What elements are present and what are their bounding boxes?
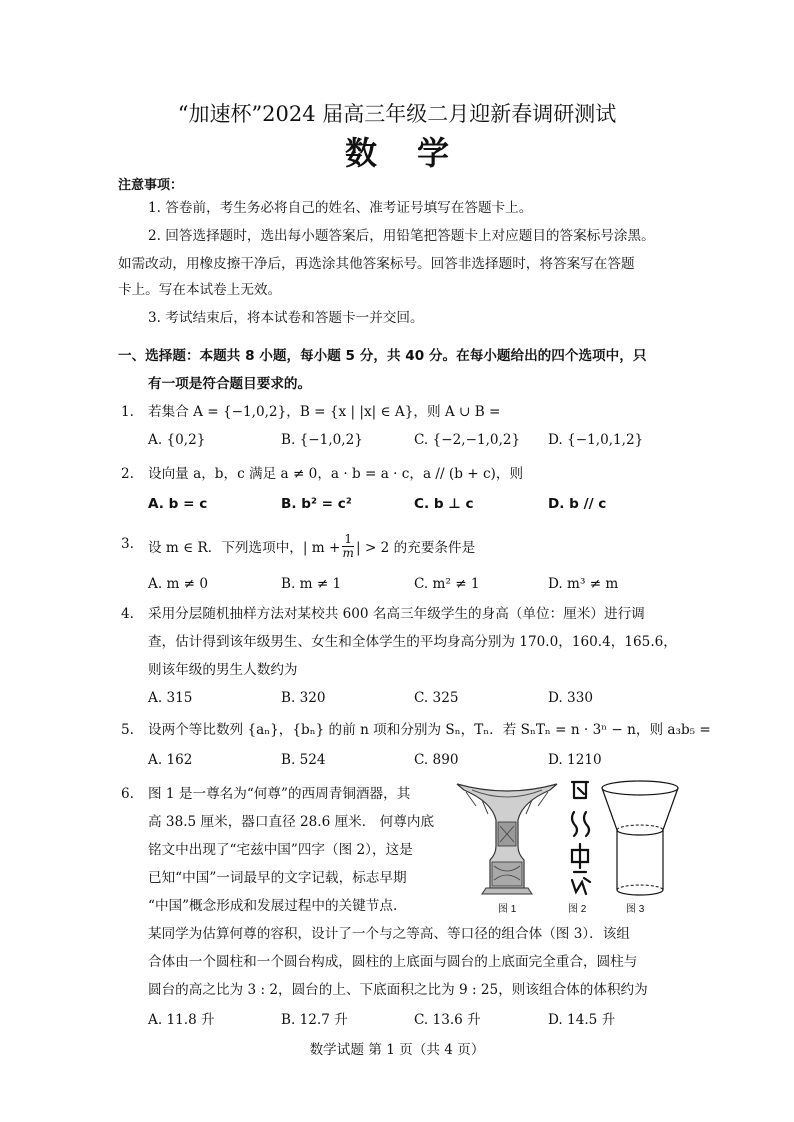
notice-item-3: 3. 考试结束后，将本试卷和答题卡一并交回。 [148, 310, 424, 326]
question-number: 1. [121, 404, 134, 420]
notice-heading: 注意事项： [118, 178, 184, 193]
question-line: 圆台的高之比为 3 : 2，圆台的上、下底面积之比为 9 : 25，则该组合体的体积约为 [148, 982, 648, 998]
option-a: A. 11.8 升 [148, 1012, 215, 1028]
option-c: C. 13.6 升 [414, 1012, 481, 1028]
question-number: 5. [121, 722, 134, 738]
exam-title: “加速杯”2024 届高三年级二月迎新春调研测试 [177, 102, 617, 126]
option-c: C. 890 [414, 752, 459, 768]
question-stem: 设两个等比数列 {aₙ}，{bₙ} 的前 n 项和分别为 Sₙ，Tₙ．若 SₙTₙ = n · 3ⁿ − n，则 a₃b₅ = [148, 722, 711, 738]
question-stem [148, 534, 475, 561]
subject-title: 数学 [344, 134, 489, 172]
bronze-vessel-image [452, 776, 562, 900]
option-d: D. m³ ≠ m [548, 576, 619, 592]
section-heading: 一、选择题：本题共 8 小题，每小题 5 分，共 40 分。在每小题给出的四个选项中，只 [118, 348, 647, 364]
figure-2-inscription [566, 778, 594, 898]
question-line: 已知“中国”一词最早的文字记载，标志早期 [148, 870, 407, 886]
option-b: B. 12.7 升 [281, 1012, 348, 1028]
option-d: D. b // c [548, 496, 607, 512]
option-d: D. {−1,0,1,2} [548, 432, 644, 448]
question-number: 2. [121, 466, 134, 482]
question-line: 高 38.5 厘米，器口直径 28.6 厘米． 何尊内底 [148, 814, 435, 830]
question-line: 采用分层随机抽样方法对某校共 600 名高三年级学生的身高（单位：厘米）进行调 [148, 606, 645, 622]
option-b: B. m ≠ 1 [281, 576, 342, 592]
fraction-denominator: m [342, 546, 354, 560]
option-a: A. 162 [148, 752, 193, 768]
inscription-glyphs-image [566, 778, 594, 898]
question-number: 6. [121, 786, 134, 802]
page-footer: 数学试题 第 1 页（共 4 页） [309, 1042, 485, 1058]
figure-3-label: 图 3 [626, 904, 645, 915]
option-b: B. {−1,0,2} [281, 432, 363, 448]
question-number: 4. [121, 606, 134, 622]
figure-2-label: 图 2 [568, 904, 587, 915]
option-a: A. m ≠ 0 [148, 576, 209, 592]
option-d: D. 1210 [548, 752, 602, 768]
option-a: A. 315 [148, 690, 193, 706]
option-c: C. m² ≠ 1 [414, 576, 480, 592]
option-b: B. 524 [281, 752, 326, 768]
option-b: B. b² = c² [281, 496, 352, 512]
question-number: 3. [121, 536, 134, 552]
question-line: 合体由一个圆柱和一个圆台构成，圆柱的上底面与圆台的上底面完全重合，圆柱与 [148, 954, 638, 970]
stem-post: | > 2 的充要条件是 [356, 539, 476, 556]
question-line: 查，估计得到该年级男生、女生和全体学生的平均身高分别为 170.0，160.4，165.6， [148, 634, 677, 650]
figure-1-label: 图 1 [498, 904, 517, 915]
fraction-numerator: 1 [344, 532, 353, 546]
notice-item-2-cont2: 卡上。写在本试卷上无效。 [118, 282, 282, 298]
question-stem: 设向量 a，b，c 满足 a ≠ 0，a · b = a · c，a // (b + c)，则 [148, 466, 524, 482]
option-c: C. 325 [414, 690, 459, 706]
question-line: 则该年级的男生人数约为 [148, 662, 298, 678]
stem-pre: 设 m ∈ R．下列选项中，| m + [148, 539, 341, 556]
question-line: 铭文中出现了“宅兹中国”四字（图 2），这是 [148, 842, 413, 858]
figure-3-composite-solid [598, 778, 682, 900]
option-a: A. b = c [148, 496, 208, 512]
notice-item-2-cont: 如需改动，用橡皮擦干净后，再选涂其他答案标号。回答非选择题时，将答案写在答题 [118, 256, 635, 272]
option-d: D. 14.5 升 [548, 1012, 616, 1028]
question-line: 某同学为估算何尊的容积，设计了一个与之等高、等口径的组合体（图 3）．该组 [148, 926, 630, 942]
option-a: A. {0,2} [148, 432, 206, 448]
option-c: C. b ⊥ c [414, 496, 474, 512]
notice-item-2: 2. 回答选择题时，选出每小题答案后，用铅笔把答题卡上对应题目的答案标号涂黑。 [148, 228, 655, 244]
question-line: 图 1 是一尊名为“何尊”的西周青铜酒器，其 [148, 786, 411, 802]
figure-1-bronze-zun [452, 776, 562, 900]
option-d: D. 330 [548, 690, 594, 706]
frustum-cylinder-diagram [598, 778, 682, 900]
fraction [342, 533, 354, 560]
option-b: B. 320 [281, 690, 326, 706]
question-stem: 若集合 A = {−1,0,2}，B = {x | |x| ∈ A}，则 A ∪ B = [148, 404, 501, 420]
notice-item-1: 1. 答卷前，考生务必将自己的姓名、准考证号填写在答题卡上。 [148, 200, 533, 216]
question-line: “中国”概念形成和发展过程中的关键节点. [148, 898, 398, 914]
option-c: C. {−2,−1,0,2} [414, 432, 521, 448]
section-heading-cont: 有一项是符合题目要求的。 [148, 376, 312, 392]
